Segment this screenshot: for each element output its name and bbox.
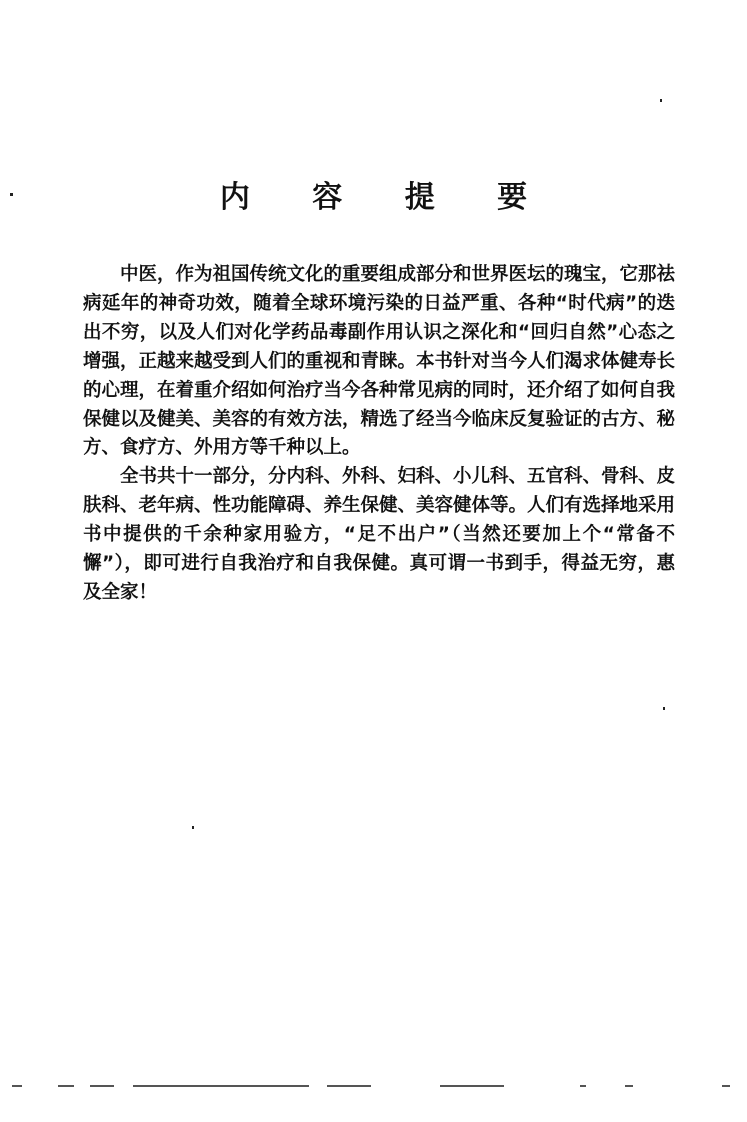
scan-rule-fragment	[133, 1085, 309, 1087]
scan-rule-fragment	[722, 1085, 730, 1087]
scan-rule-fragment	[12, 1085, 22, 1087]
summary-body	[83, 261, 675, 608]
scan-rule-fragment	[90, 1085, 114, 1087]
scan-rule-fragment	[625, 1085, 633, 1087]
scan-rule-fragment	[580, 1085, 586, 1087]
scan-speck	[10, 193, 13, 196]
page-title: 内 容 提 要	[219, 180, 554, 215]
scan-speck	[663, 707, 665, 710]
paragraph-contents: 全书共十一部分，分内科、外科、妇科、小儿科、五官科、骨科、皮肤科、老年病、性功能障碍、养生保健、美容健体等。人们有选择地采用书中提供的千余种家用验方，“足不出户”（当然还要加上个“常备不懈”），即可进行自我治疗和自我保健。真可谓一书到手，得益无穷，惠及全家！	[83, 466, 676, 603]
scan-rule-fragment	[440, 1085, 504, 1087]
paragraph-intro: 中医，作为祖国传统文化的重要组成部分和世界医坛的瑰宝，它那祛病延年的神奇功效，随着全球环境污染的日益严重、各种“时代病”的迭出不穷，以及人们对化学药品毒副作用认识之深化和“回归自然”心态之增强，正越来越受到人们的重视和青睐。本书针对当今人们渴求体健寿长的心理，在着重介绍如何治疗当今各种常见病的同时，还介绍了如何自我保健以及健美、美容的有效方法，精选了经当今临床反复验证的古方、秘方、食疗方、外用方等千种以上。	[83, 264, 676, 459]
scan-speck	[192, 826, 194, 829]
scan-rule-fragment	[58, 1085, 74, 1087]
scan-rule-fragment	[327, 1085, 371, 1087]
scan-speck	[660, 99, 662, 102]
